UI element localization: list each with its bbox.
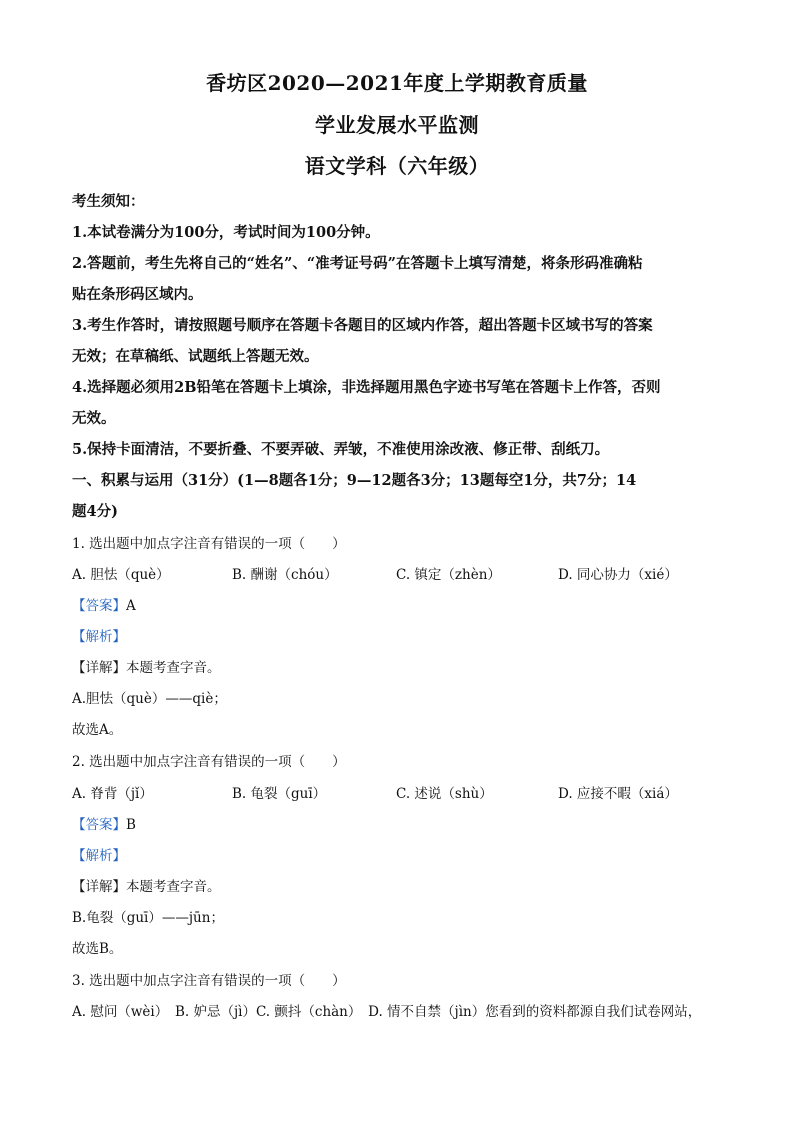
exam-title-line2: 学业发展水平监测	[315, 113, 479, 137]
notice-item-5: 5.保持卡面清洁，不要折叠、不要弄破、弄皱，不准使用涂改液、修正带、刮纸刀。	[72, 441, 610, 458]
section1-heading-line1: 一、积累与运用（31分）(1—8题各1分；9—12题各3分；13题每空1分，共7分；14	[72, 472, 637, 489]
answer-value: A	[126, 598, 136, 614]
detail-text: 本题考查字音。	[126, 660, 221, 676]
answer-label: 【答案】	[72, 817, 126, 833]
question-2-option-c: C. 述说（shù）	[396, 786, 493, 802]
question-1-option-c: C. 镇定（zhèn）	[396, 567, 501, 583]
exam-title-line1: 香坊区2020—2021年度上学期教育质量	[206, 71, 588, 95]
question-1-option-b: B. 酬谢（chóu）	[232, 567, 338, 583]
question-1-option-a: A. 胆怯（què）	[72, 567, 170, 583]
notice-item-4-line1: 4.选择题必须用2B铅笔在答题卡上填涂，非选择题用黑色字迹书写笔在答题卡上作答，否则	[72, 379, 661, 396]
question-1-explain: A.胆怯（què）——qiè；	[72, 691, 227, 707]
question-2-detail	[72, 877, 732, 897]
question-1-options	[72, 565, 732, 585]
question-2-stem: 2. 选出题中加点字注音有错误的一项（ ）	[72, 754, 346, 770]
detail-label: 【详解】	[72, 879, 126, 895]
notice-item-2-line1: 2.答题前，考生先将自己的“姓名”、“准考证号码”在答题卡上填写清楚，将条形码准确粘	[72, 255, 643, 272]
question-1-stem: 1. 选出题中加点字注音有错误的一项（ ）	[72, 536, 346, 552]
section1-heading-line2: 题4分)	[72, 503, 118, 520]
notice-heading: 考生须知：	[72, 193, 145, 210]
detail-label: 【详解】	[72, 660, 126, 676]
exam-title-line3: 语文学科（六年级）	[304, 154, 490, 178]
question-1-detail	[72, 658, 732, 678]
analysis-label: 【解析】	[72, 629, 126, 645]
notice-item-3-line2: 无效；在草稿纸、试题纸上答题无效。	[72, 348, 319, 365]
analysis-label: 【解析】	[72, 848, 126, 864]
question-2-analysis	[72, 846, 732, 866]
question-1-option-d: D. 同心协力（xié）	[558, 567, 678, 583]
answer-value: B	[126, 817, 136, 833]
question-2-option-a: A. 脊背（jǐ）	[72, 786, 153, 802]
question-2-answer	[72, 815, 732, 835]
question-2-option-d: D. 应接不暇（xiá）	[558, 786, 678, 802]
notice-item-3-line1: 3.考生作答时，请按照题号顺序在答题卡各题目的区域内作答，超出答题卡区域书写的答案	[72, 317, 653, 334]
question-1-conclusion: 故选A。	[72, 722, 123, 738]
notice-item-1: 1.本试卷满分为100分，考试时间为100分钟。	[72, 224, 380, 241]
detail-text: 本题考查字音。	[126, 879, 221, 895]
question-3-options: A. 慰问（wèi） B. 妒忌（jì）C. 颤抖（chàn） D. 情不自禁（jìn）您看到的资料都源自我们试卷网站，	[72, 1004, 702, 1020]
notice-item-4-line2: 无效。	[72, 410, 116, 427]
question-1-answer	[72, 596, 732, 616]
answer-label: 【答案】	[72, 598, 126, 614]
question-2-option-b: B. 龟裂（guī）	[232, 786, 327, 802]
question-2-explain: B.龟裂（guī）——jūn；	[72, 910, 224, 926]
question-2-options	[72, 784, 732, 804]
notice-item-2-line2: 贴在条形码区域内。	[72, 286, 203, 303]
question-3-stem: 3. 选出题中加点字注音有错误的一项（ ）	[72, 973, 346, 989]
question-2-conclusion: 故选B。	[72, 941, 123, 957]
question-1-analysis	[72, 627, 732, 647]
